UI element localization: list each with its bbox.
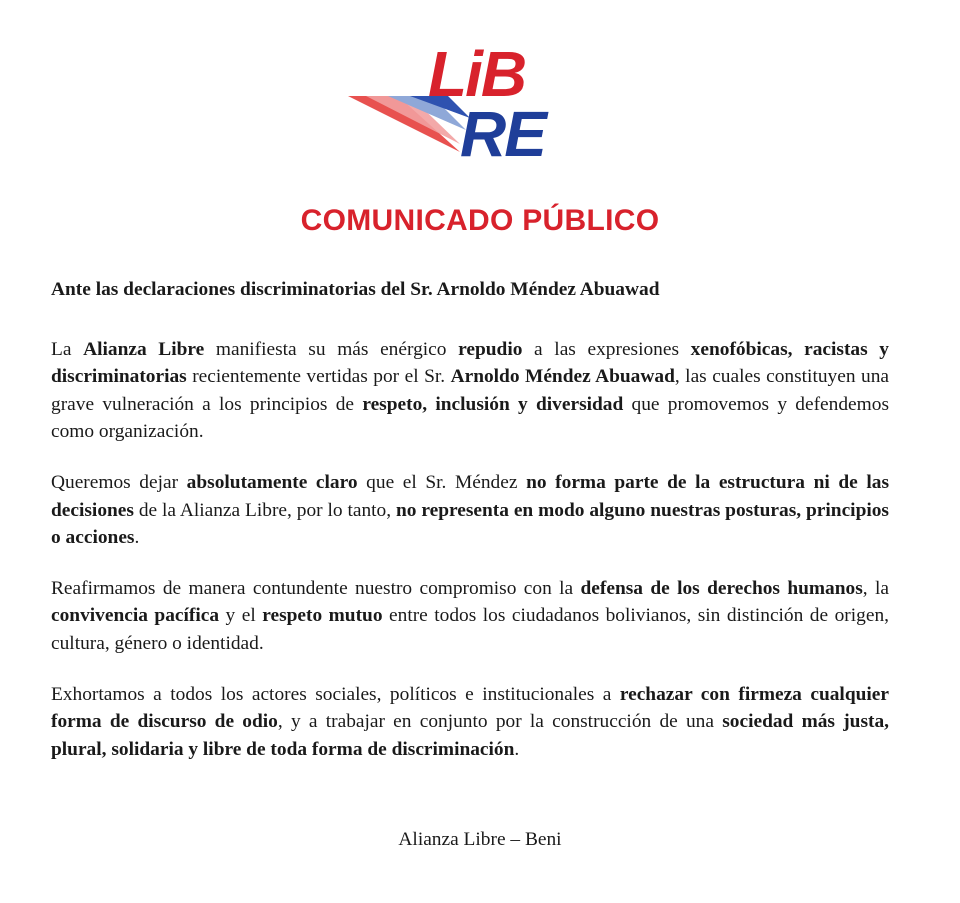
paragraph-2 [51, 469, 889, 552]
libre-logo [348, 34, 608, 162]
bold-text: no representa en modo alguno nuestras posturas, principios o acciones [51, 499, 889, 549]
text-segment: Queremos dejar [51, 471, 187, 493]
logo-line1: LiB [428, 38, 526, 110]
bold-text: repudio [458, 338, 523, 360]
text-segment: , y a trabajar en conjunto por la construcción de una [277, 711, 723, 733]
paragraph-4 [51, 681, 889, 764]
bold-text: respeto mutuo [262, 605, 383, 627]
bold-text: no forma parte de la estructura ni de las decisiones [51, 471, 889, 521]
paragraph-3 [51, 575, 889, 658]
bold-text: defensa de los derechos humanos [580, 577, 863, 599]
text-segment: Reafirmamos de manera contundente nuestro compromiso con la [51, 577, 581, 599]
text-segment: manifiesta su más enérgico [204, 338, 459, 360]
text-segment: , la [862, 577, 889, 599]
text-segment: recientemente vertidas por el Sr. [186, 366, 451, 388]
bold-text: convivencia pacífica [51, 605, 220, 627]
bold-text: respeto, inclusión y diversidad [362, 393, 624, 415]
bold-text: xenofóbicas, racistas y discriminatorias [51, 338, 889, 388]
page-title: COMUNICADO PÚBLICO [300, 204, 660, 237]
text-segment: . [514, 738, 520, 760]
text-segment: y el [219, 605, 263, 627]
bold-text: rechazar con firmeza cualquier forma de discurso de odio [51, 683, 889, 733]
paragraph-1 [51, 336, 889, 446]
statement-subject: Ante las declaraciones discriminatorias del Sr. Arnoldo Méndez Abuawad [51, 279, 660, 300]
text-segment: entre todos los ciudadanos bolivianos, sin distinción de origen, cultura, género o identidad. [51, 605, 889, 654]
text-segment: Exhortamos a todos los actores sociales, políticos e institucionales a [51, 683, 620, 705]
text-segment: , las cuales constituyen una grave vulneración a los principios de [51, 366, 889, 415]
text-segment: La [51, 338, 84, 360]
statement-body [51, 276, 889, 786]
signature: Alianza Libre – Beni [398, 829, 562, 850]
text-segment: que el Sr. Méndez [357, 471, 527, 493]
text-segment: de la Alianza Libre, por lo tanto, [133, 499, 396, 521]
text-segment: a las expresiones [522, 338, 691, 360]
bold-text: sociedad más justa, plural, solidaria y libre de toda forma de discriminación [51, 711, 889, 760]
bold-text: absolutamente claro [186, 471, 358, 493]
bold-text: Alianza Libre [83, 338, 205, 360]
bold-text: Arnoldo Méndez Abuawad [450, 366, 675, 388]
text-segment: que promovemos y defendemos como organización. [51, 393, 889, 443]
logo-line2: RE [460, 98, 545, 162]
text-segment: . [134, 527, 140, 549]
